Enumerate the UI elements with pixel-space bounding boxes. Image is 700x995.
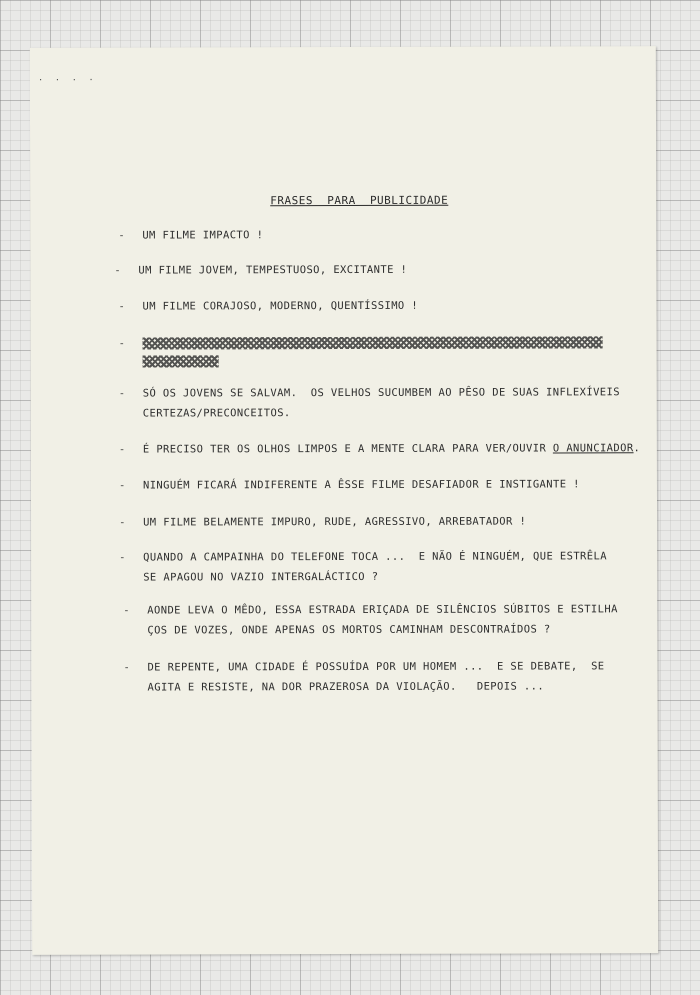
bullet-dash: -: [118, 300, 126, 313]
item-line: ÇOS DE VOZES, ONDE APENAS OS MORTOS CAMINHAM DESCONTRAÍDOS ?: [147, 623, 551, 637]
item-line-end: .: [633, 442, 641, 455]
item-line: [142, 438, 641, 459]
item-line: NINGUÉM FICARÁ INDIFERENTE A ÊSSE FILME DESAFIADOR E INSTIGANTE !: [142, 478, 580, 492]
ink-specks: · · · ·: [37, 75, 97, 86]
bullet-dash: -: [119, 516, 126, 529]
bullet-dash: -: [118, 443, 126, 456]
item-line: UM FILME JOVEM, TEMPESTUOSO, EXCITANTE !: [138, 263, 408, 277]
bullet-dash: -: [123, 661, 131, 674]
bullet-dash: -: [118, 229, 126, 242]
item-text: [142, 224, 612, 245]
item-line: UM FILME IMPACTO !: [142, 229, 264, 242]
item-line: UM FILME BELAMENTE IMPURO, RUDE, AGRESSIVO, ARREBATADOR !: [143, 515, 527, 529]
item-line: AGITA E RESISTE, NA DOR PRAZEROSA DA VIOLAÇÃO. DEPOIS ...: [147, 680, 545, 694]
item-line: SE APAGOU NO VAZIO INTERGALÁCTICO ?: [143, 570, 379, 584]
item-text: [143, 546, 613, 587]
bullet-dash: -: [123, 604, 131, 617]
item-line: CERTEZAS/PRECONCEITOS.: [142, 407, 291, 420]
item-text: [142, 438, 641, 459]
item-line: DE REPENTE, UMA CIDADE É POSSUÍDA POR UM HOMEM ... E SE DEBATE, SE: [147, 660, 605, 674]
strikeout-line: [143, 355, 219, 367]
paper-sheet: [30, 46, 658, 955]
item-text: [138, 259, 608, 280]
item-text: [147, 599, 617, 640]
underlined-phrase: O ANUNCIADOR: [552, 442, 634, 455]
document-title: FRASES PARA PUBLICIDADE: [270, 193, 449, 208]
bullet-dash: -: [114, 264, 122, 277]
item-line-start: É PRECISO TER OS OLHOS LIMPOS E A MENTE CLARA PARA VER/OUVIR: [142, 442, 553, 456]
item-text: [142, 295, 612, 316]
item-line: QUANDO A CAMPAINHA DO TELEFONE TOCA ... E NÃO É NINGUÉM, QUE ESTRÊLA: [143, 550, 607, 564]
struck-out-text: [143, 332, 603, 376]
item-line: SÓ OS JOVENS SE SALVAM. OS VELHOS SUCUMBEM AO PÊSO DE SUAS INFLEXÍVEIS: [142, 386, 620, 400]
item-text: [142, 382, 620, 423]
strikeout-line: [143, 336, 603, 349]
bullet-dash: -: [118, 479, 126, 492]
item-line: UM FILME CORAJOSO, MODERNO, QUENTÍSSIMO !: [142, 299, 419, 313]
item-text: [143, 511, 613, 532]
bullet-dash: -: [118, 387, 126, 400]
item-text: [147, 656, 617, 697]
bullet-dash: -: [119, 551, 126, 564]
bullet-dash: -: [118, 337, 126, 350]
item-text: [143, 474, 613, 495]
item-line: AONDE LEVA O MÊDO, ESSA ESTRADA ERIÇADA DE SILÊNCIOS SÚBITOS E ESTILHA: [147, 603, 618, 617]
